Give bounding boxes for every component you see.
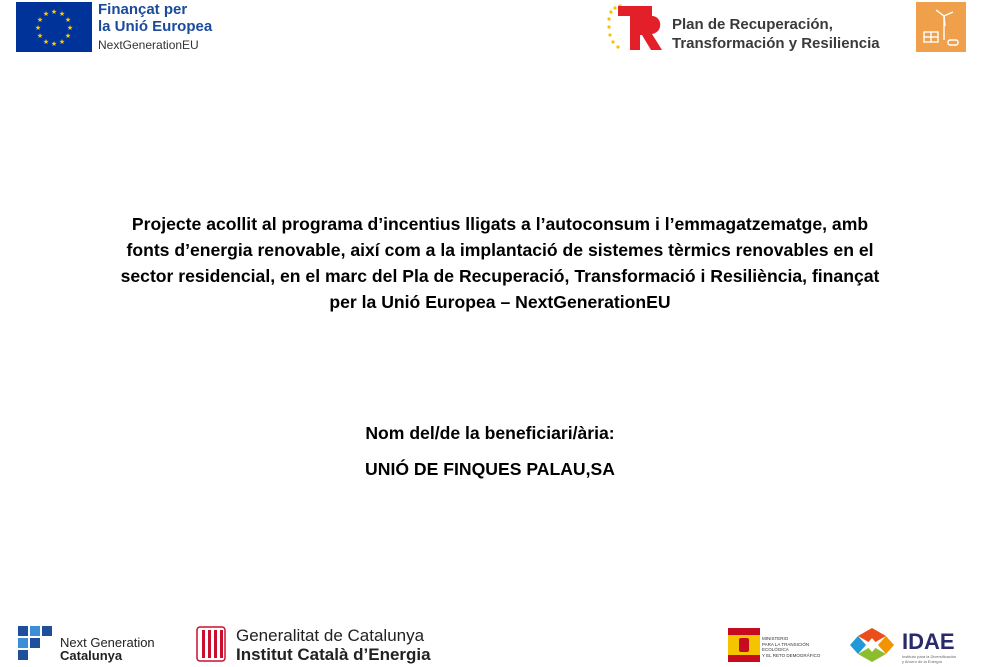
catalan-flag-icon <box>196 626 228 664</box>
ngc-logo-line2: Catalunya <box>60 648 123 663</box>
prtr-logo-line2: Transformación y Resiliencia <box>672 35 880 52</box>
ministerio-line-2: PARA LA TRANSICIÓN ECOLÓGICA <box>762 641 810 652</box>
svg-text:★: ★ <box>36 32 44 40</box>
svg-text:★: ★ <box>58 38 66 46</box>
solar-wind-icon <box>916 2 966 52</box>
project-description <box>10 211 990 315</box>
eu-logo-line3: NextGenerationEU <box>98 38 199 52</box>
svg-text:★: ★ <box>58 10 66 18</box>
ngc-squares-icon <box>18 626 54 662</box>
eu-logo-line1: Finançat per <box>98 1 188 18</box>
svg-text:★: ★ <box>36 16 44 24</box>
svg-text:★: ★ <box>66 24 74 32</box>
prtr-logo <box>606 2 906 54</box>
description-line-2: fonts d’energia renovable, així com a la implantació de sistemes tèrmics renovables en el <box>126 240 874 260</box>
description-line-4: per la Unió Europea – NextGenerationEU <box>329 292 671 312</box>
idae-logo <box>846 624 961 666</box>
ministerio-text <box>762 636 836 658</box>
description-line-3: sector residencial, en el marc del Pla de Recuperació, Transformació i Resiliència, finançat <box>120 266 880 286</box>
svg-text:★: ★ <box>50 40 58 48</box>
idae-sub-line-1: Instituto para la Diversificación <box>902 654 957 659</box>
eu-stars-icon <box>16 2 92 52</box>
ngc-logo-line1: Next Generation <box>60 635 155 650</box>
svg-text:★: ★ <box>64 32 72 40</box>
idae-mark-icon <box>846 626 898 664</box>
svg-text:★: ★ <box>42 38 50 46</box>
eu-flag-icon <box>16 2 92 52</box>
generalitat-icaen-logo <box>196 624 456 666</box>
svg-text:★: ★ <box>34 24 42 32</box>
spain-coat-of-arms-icon <box>728 628 760 662</box>
ministerio-logo <box>728 628 840 662</box>
prtr-logo-line1: Plan de Recuperación, <box>672 16 833 33</box>
eu-logo-line2: la Unió Europea <box>98 18 213 35</box>
eu-funding-logo <box>16 2 216 54</box>
idae-sub-line-2: y Ahorro de la Energía <box>902 659 942 664</box>
idae-name: IDAE <box>902 629 955 654</box>
beneficiary-label: Nom del/de la beneficiari/ària: <box>365 423 615 443</box>
svg-text:★: ★ <box>64 16 72 24</box>
prtr-mark-icon <box>606 2 666 54</box>
ministerio-line-3: Y EL RETO DEMOGRÁFICO <box>762 652 821 658</box>
svg-text:★: ★ <box>42 10 50 18</box>
ministerio-line-1: MINISTERIO <box>762 636 789 641</box>
svg-text:★: ★ <box>50 8 58 16</box>
gencat-logo-line1: Generalitat de Catalunya <box>236 626 425 645</box>
beneficiary-name: UNIÓ DE FINQUES PALAU,SA <box>365 459 615 479</box>
description-line-1: Projecte acollit al programa d’incentius lligats a l’autoconsum i l’emmagatzematge, amb <box>131 214 869 234</box>
next-generation-catalunya-logo <box>18 624 188 664</box>
gencat-logo-line2: Institut Català d’Energia <box>236 645 431 664</box>
idae-subtitle <box>902 654 960 664</box>
